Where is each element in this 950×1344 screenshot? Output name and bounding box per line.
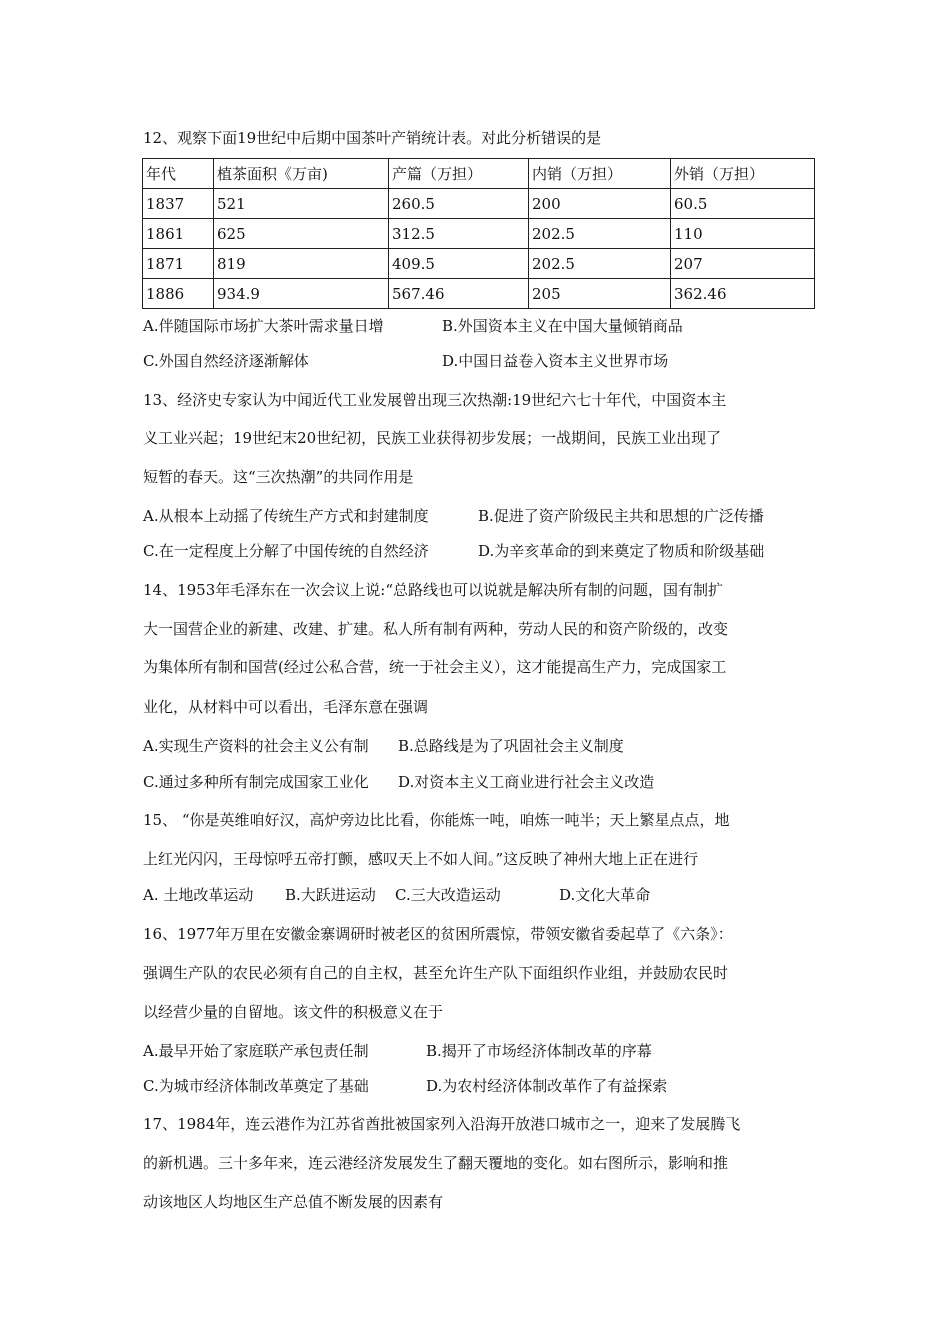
- table-cell: 202.5: [529, 219, 671, 249]
- tea-statistics-table: [142, 158, 815, 309]
- header-cell-export: 外销（万担）: [671, 159, 815, 189]
- q14-stem-line-3: 为集体所有制和国营(经过公私合营，统一于社会主义），这才能提高生产力，完成国家工: [143, 658, 727, 676]
- table-cell: 207: [671, 249, 815, 279]
- q15-stem-line-2: 上红光闪闪，王母惊呼五帝打颤，感叹天上不如人间。”这反映了神州大地上正在进行: [143, 850, 699, 868]
- q17-stem-line-2: 的新机遇。三十多年来，连云港经济发展发生了翻天覆地的变化。如右图所示，影响和推: [143, 1154, 729, 1172]
- q15-option-c: C.三大改造运动: [395, 886, 501, 904]
- q13-stem-line-3: 短暂的春天。这“三次热潮”的共同作用是: [143, 468, 414, 486]
- q16-option-d: D.为农村经济体制改革作了有益探索: [426, 1077, 668, 1095]
- q13-option-d: D.为辛亥革命的到来奠定了物质和阶级基础: [478, 542, 765, 560]
- q17-stem-line-3: 动该地区人均地区生产总值不断发展的因素有: [143, 1193, 444, 1211]
- q14-option-b: B.总路线是为了巩固社会主义制度: [398, 737, 624, 755]
- table-cell: 1871: [143, 249, 214, 279]
- q12-option-d: D.中国日益卷入资本主义世界市场: [442, 352, 669, 370]
- q13-option-b: B.促进了资产阶级民主共和思想的广泛传播: [478, 507, 764, 525]
- header-cell-output: 产篇（万担）: [389, 159, 529, 189]
- q14-options-row-2: [143, 772, 815, 792]
- table-row: [143, 219, 815, 249]
- q16-stem-line-2: 强调生产队的农民必须有自己的自主权，甚至允许生产队下面组织作业组，并鼓励农民时: [143, 964, 729, 982]
- table-header-row: [143, 159, 815, 189]
- table-cell: 362.46: [671, 279, 815, 309]
- q15-option-b: B.大跃进运动: [285, 886, 376, 904]
- q12-options-row-2: [143, 351, 815, 371]
- table-cell: 1837: [143, 189, 214, 219]
- q14-stem-line-4: 业化，从材料中可以看出，毛泽东意在强调: [143, 698, 429, 716]
- q17-stem-line-1: 17、1984年，连云港作为江苏省酋批被国家列入沿海开放港口城市之一，迎来了发展腾飞: [143, 1115, 741, 1133]
- q13-option-a: A.从根本上动摇了传统生产方式和封建制度: [143, 507, 429, 525]
- table-cell: 110: [671, 219, 815, 249]
- table-row: [143, 189, 815, 219]
- table-cell: 1886: [143, 279, 214, 309]
- q14-stem-line-2: 大一国营企业的新建、改建、扩建。私人所有制有两种，劳动人民的和资产阶级的，改变: [143, 620, 729, 638]
- q14-option-c: C.通过多种所有制完成国家工业化: [143, 773, 369, 791]
- table-cell: 60.5: [671, 189, 815, 219]
- q13-stem-line-1: 13、经济史专家认为中闻近代工业发展曾出现三次热潮:19世纪六七十年代，中国资本主: [143, 391, 727, 409]
- table-cell: 205: [529, 279, 671, 309]
- q12-option-c: C.外国自然经济逐渐解体: [143, 352, 309, 370]
- q16-option-b: B.揭开了市场经济体制改革的序幕: [426, 1042, 652, 1060]
- table-cell: 567.46: [389, 279, 529, 309]
- q12-options-row-1: [143, 316, 815, 336]
- table-cell: 521: [214, 189, 389, 219]
- q14-options-row-1: [143, 736, 815, 756]
- header-cell-domestic: 内销（万担）: [529, 159, 671, 189]
- table-cell: 934.9: [214, 279, 389, 309]
- table-cell: 200: [529, 189, 671, 219]
- q15-option-d: D.文化大革命: [559, 886, 651, 904]
- q13-options-row-2: [143, 541, 815, 561]
- header-cell-year: 年代: [143, 159, 214, 189]
- table-cell: 312.5: [389, 219, 529, 249]
- table-cell: 1861: [143, 219, 214, 249]
- q16-option-c: C.为城市经济体制改革奠定了基础: [143, 1077, 369, 1095]
- q15-stem-line-1: 15、 “你是英维咱好汉，高炉旁边比比看，你能炼一吨，咱炼一吨半；天上繁星点点，地: [143, 811, 730, 829]
- q15-option-a: A. 土地改革运动: [143, 886, 254, 904]
- q16-stem-line-3: 以经营少量的自留地。该文件的积极意义在于: [143, 1003, 444, 1021]
- header-cell-area: 植茶面积《万亩): [214, 159, 389, 189]
- q14-option-a: A.实现生产资料的社会主义公有制: [143, 737, 369, 755]
- q12-option-a: A.伴随国际市场扩大茶叶需求量日增: [143, 317, 384, 335]
- q16-options-row-2: [143, 1076, 815, 1096]
- table-cell: 260.5: [389, 189, 529, 219]
- q14-stem-line-1: 14、1953年毛泽东在一次会议上说:“总路线也可以说就是解决所有制的问题，国有制扩: [143, 581, 723, 599]
- table-row: [143, 279, 815, 309]
- q16-stem-line-1: 16、1977年万里在安徽金寨调研时被老区的贫困所震惊，带领安徽省委起草了《六条》：: [143, 925, 733, 943]
- q13-options-row-1: [143, 506, 815, 526]
- table-cell: 819: [214, 249, 389, 279]
- table-cell: 202.5: [529, 249, 671, 279]
- q13-option-c: C.在一定程度上分解了中国传统的自然经济: [143, 542, 429, 560]
- q16-options-row-1: [143, 1041, 815, 1061]
- q14-option-d: D.对资本主义工商业进行社会主义改造: [398, 773, 655, 791]
- table-row: [143, 249, 815, 279]
- q12-option-b: B.外国资本主义在中国大量倾销商品: [442, 317, 683, 335]
- q12-stem: 12、观察下面19世纪中后期中国茶叶产销统计表。对此分析错误的是: [143, 129, 602, 147]
- table-cell: 409.5: [389, 249, 529, 279]
- q13-stem-line-2: 义工业兴起；19世纪末20世纪初，民族工业获得初步发展；一战期间，民族工业出现了: [143, 429, 722, 447]
- table-cell: 625: [214, 219, 389, 249]
- q15-options-row: [143, 885, 815, 905]
- q16-option-a: A.最早开始了家庭联产承包责任制: [143, 1042, 369, 1060]
